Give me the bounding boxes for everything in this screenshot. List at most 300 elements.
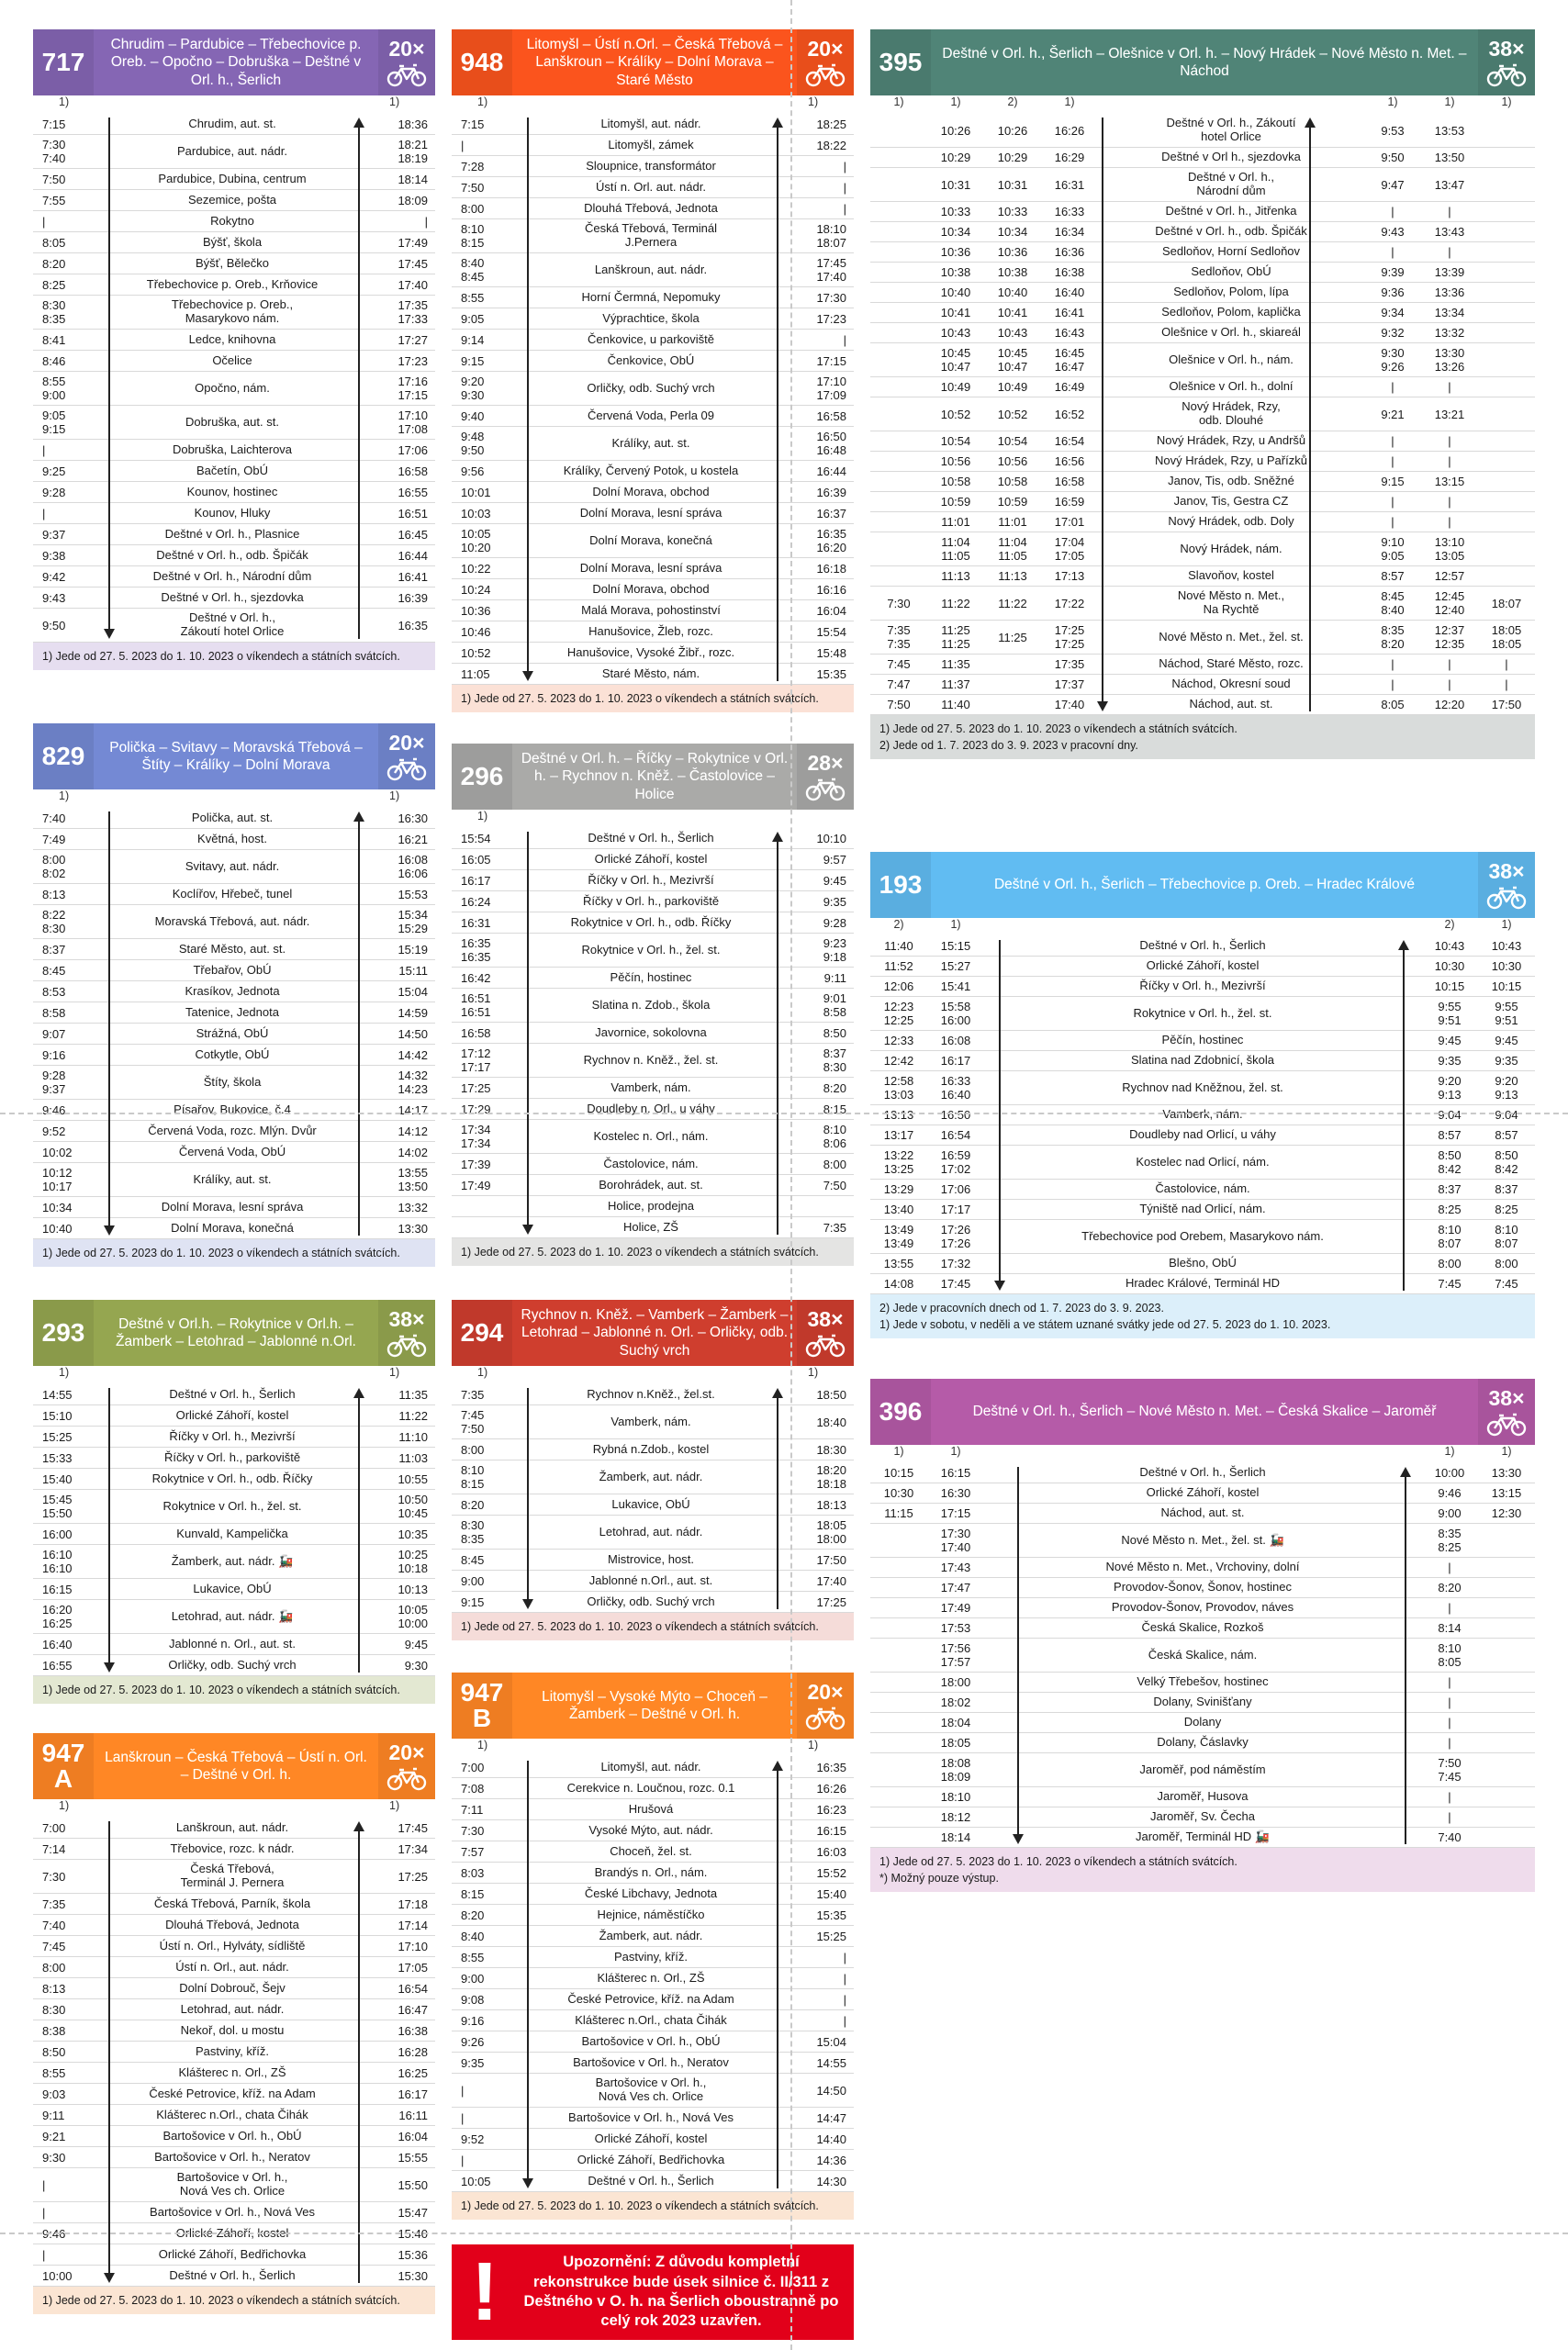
departure-time-outbound: 10:15 (883, 1466, 914, 1480)
stop-name: Janov, Tis, odb. Sněžné (1168, 474, 1294, 488)
departure-time-return: | (1391, 205, 1394, 218)
stop-row (452, 1550, 854, 1571)
stop-row (33, 274, 435, 296)
departure-time-outbound: 16:05 (461, 852, 491, 867)
stop-name: Orlické Záhoří, kostel (1146, 958, 1260, 973)
bicycle-icon (386, 1767, 427, 1791)
departure-time-return: 16:25 (398, 2065, 428, 2080)
departure-time-outbound: 18:08 18:09 (940, 1756, 971, 1784)
note-marker-right: 1) (808, 1366, 819, 1379)
departure-time-outbound: 16:52 (1054, 407, 1085, 421)
timetable-293 (33, 1300, 435, 1704)
departure-time-outbound: 16:40 (42, 1637, 73, 1651)
stop-name: Rychnov n. Kněž., žel. st. (583, 1052, 719, 1067)
stop-name: Dolany (1183, 1715, 1222, 1729)
stop-name: Chrudim, aut. st. (188, 116, 276, 130)
stop-row (870, 1504, 1535, 1524)
note-marker-left: 1) (477, 95, 488, 108)
departure-time-return: 8:35 8:20 (1381, 623, 1405, 651)
stop-row (452, 1757, 854, 1778)
departure-time-return: 13:36 (1434, 285, 1465, 299)
departure-time-outbound: 9:28 9:37 (42, 1069, 66, 1096)
stop-row (33, 1197, 435, 1218)
stop-name: Deštné v Orl. h., Plasnice (164, 526, 300, 541)
departure-time-outbound: 9:20 9:30 (461, 375, 485, 402)
stop-row (452, 406, 854, 427)
stop-name: Letohrad, aut. nádr. (180, 2001, 285, 2016)
stop-row (452, 1099, 854, 1120)
departure-time-outbound: 7:45 7:50 (461, 1408, 485, 1436)
departure-time-outbound: 7:57 (461, 1844, 485, 1859)
departure-time-outbound: 8:46 (42, 353, 66, 368)
stop-row (870, 621, 1535, 655)
stop-name: Štíty, škola (203, 1074, 262, 1089)
stop-list (33, 1384, 435, 1676)
departure-time-outbound: 7:35 (461, 1387, 485, 1402)
fold-line-horizontal (0, 1113, 1568, 1114)
stop-row (870, 675, 1535, 695)
departure-time-outbound: 10:43 (940, 326, 971, 340)
route-description: Rychnov n. Kněž. – Vamberk – Žamberk – Letohrad – Jablonné n. Orl. – Orličky, odb. Suchý vrch (512, 1300, 797, 1366)
timetable-947b (452, 1673, 854, 2220)
departure-time-outbound: 15:41 (940, 979, 971, 993)
stop-row (870, 936, 1535, 957)
note-marker: 1) (950, 1445, 961, 1458)
stop-name: Lukavice, ObÚ (611, 1496, 690, 1511)
departure-time-outbound: 9:46 (42, 2226, 66, 2241)
departure-time-outbound: 16:50 (940, 1108, 971, 1122)
departure-time-return: 8:50 8:42 (1438, 1148, 1462, 1176)
departure-time-outbound: 17:22 (1054, 596, 1085, 610)
departure-time-return: 14:32 14:23 (398, 1069, 428, 1096)
stop-name: Sloupnice, transformátor (586, 158, 716, 173)
departure-time-outbound: 13:49 13:49 (883, 1223, 914, 1250)
departure-time-return: 9:20 9:13 (1438, 1074, 1462, 1102)
stop-row (452, 1516, 854, 1550)
arrow-up-icon (353, 118, 364, 128)
departure-time-outbound: 16:10 16:10 (42, 1548, 73, 1575)
stop-name: Deštné v Orl h., sjezdovka (1161, 150, 1301, 164)
bike-count: 38× (1488, 1385, 1525, 1410)
departure-time-outbound: 16:55 (42, 1658, 73, 1673)
departure-time-outbound: 17:53 (940, 1621, 971, 1635)
stop-name: Borohrádek, aut. st. (599, 1177, 703, 1192)
departure-time-return: 8:10 8:06 (823, 1123, 846, 1150)
footnote-line: *) Možný pouze výstup. (879, 1872, 999, 1886)
departure-time-return: 18:09 (398, 193, 428, 207)
stop-name: České Libchavy, Jednota (584, 1886, 718, 1900)
departure-time-return: 15:35 (816, 666, 846, 681)
stop-row (870, 695, 1535, 715)
stop-name: Provodov-Šonov, Šonov, hostinec (1114, 1580, 1292, 1595)
departure-time-outbound: 7:30 (42, 1869, 66, 1884)
footnote: 1) Jede od 27. 5. 2023 do 1. 10. 2023 o víkendech a státních svátcích. (452, 685, 854, 712)
stop-name: Hradec Králové, Terminál HD (1125, 1276, 1281, 1291)
departure-time-return: | (1391, 380, 1394, 394)
departure-time-return: 16:50 16:48 (816, 430, 846, 457)
stop-row (452, 1405, 854, 1439)
stop-row (33, 1818, 435, 1839)
departure-time-return: 17:15 (816, 353, 846, 368)
departure-time-outbound: 8:30 (42, 2002, 66, 2017)
stop-row (870, 431, 1535, 452)
departure-time-return: 16:47 (398, 2002, 428, 2017)
departure-time-return: 14:12 (398, 1124, 428, 1138)
departure-time-outbound: 8:55 (461, 290, 485, 305)
departure-time-outbound: 9:40 (461, 408, 485, 423)
stop-name: Holice, ZŠ (623, 1219, 678, 1234)
timetable-header (452, 1300, 854, 1366)
departure-time-outbound: 12:58 13:03 (883, 1074, 914, 1102)
stop-name: Orlické Záhoří, kostel (1146, 1485, 1260, 1500)
departure-time-outbound: 16:54 (1054, 434, 1085, 448)
departure-time-outbound: 16:58 (461, 1025, 491, 1040)
departure-time-outbound: 11:15 (884, 1506, 913, 1520)
stop-name: Cotkytle, ObÚ (195, 1046, 270, 1061)
departure-time-return: 16:30 (398, 811, 428, 825)
route-number: 193 (870, 852, 931, 918)
departure-time-return: | (1505, 657, 1508, 671)
stop-name: Klášterec n. Orl., ZŠ (597, 1970, 705, 1985)
timetable-header (33, 1300, 435, 1366)
stop-name: Býšť, škola (202, 234, 263, 249)
stop-name: Výprachtice, škola (602, 310, 700, 325)
departure-time-return: 14:50 (398, 1026, 428, 1041)
stop-row (452, 643, 854, 664)
departure-time-outbound: 8:55 (461, 1950, 485, 1964)
stop-row (33, 296, 435, 330)
departure-time-outbound: 15:25 (42, 1429, 73, 1444)
stop-row (870, 1787, 1535, 1807)
bike-count: 28× (807, 750, 844, 775)
stop-row (33, 2105, 435, 2126)
departure-time-return: 14:17 (398, 1102, 428, 1117)
stop-name: Dolany, Čáslavky (1157, 1735, 1249, 1750)
departure-time-return: 16:39 (398, 590, 428, 605)
stop-name: Bartošovice v Orl. h., Neratov (573, 2054, 729, 2069)
bike-count: 38× (807, 1306, 844, 1331)
departure-time-return: | (1448, 380, 1451, 394)
stop-row (870, 222, 1535, 242)
stop-name: Sedloňov, ObÚ (1191, 264, 1271, 279)
departure-time-outbound: 10:52 (940, 407, 971, 421)
stop-row (452, 1841, 854, 1863)
departure-time-return: 13:43 (1434, 225, 1465, 239)
stop-name: Nové Město n. Met., žel. st. (1159, 629, 1304, 643)
stop-row (33, 1545, 435, 1579)
stop-name: Bačetín, ObÚ (196, 463, 269, 477)
stop-name: Litomyšl, aut. nádr. (600, 1759, 701, 1774)
departure-time-outbound: 10:43 (997, 326, 1028, 340)
stop-row (870, 1753, 1535, 1787)
bike-capacity (378, 1300, 435, 1366)
departure-time-return: | (1391, 677, 1394, 691)
departure-time-return: 8:57 (1438, 1128, 1462, 1142)
departure-time-return: 9:45 (404, 1637, 428, 1651)
departure-time-return: 9:39 (1381, 265, 1405, 279)
departure-time-return: | (1448, 657, 1451, 671)
stop-name: Velký Třebešov, hostinec (1137, 1674, 1269, 1689)
departure-time-return: 9:50 (1381, 151, 1405, 164)
stop-name: Jaroměř, Sv. Čecha (1150, 1809, 1255, 1824)
stop-name: Jaroměř, pod náměstím (1139, 1762, 1266, 1776)
stop-row (33, 1142, 435, 1163)
departure-time-outbound: 9:07 (42, 1026, 66, 1041)
departure-time-return: 9:04 (1438, 1108, 1462, 1122)
arrow-down-icon (104, 1662, 115, 1673)
stop-name: Očelice (212, 352, 252, 367)
departure-time-return: | (1448, 1561, 1451, 1574)
stop-name: Orlické Záhoří, Bedřichovka (577, 2152, 725, 2166)
stop-row (870, 1807, 1535, 1828)
departure-time-outbound: 16:20 16:25 (42, 1603, 73, 1630)
stop-name: Jablonné n. Orl., aut. st. (168, 1636, 297, 1651)
stop-row (33, 939, 435, 960)
note-marker-right: 1) (389, 789, 400, 802)
departure-time-return: 7:40 (1438, 1830, 1462, 1844)
stop-row (452, 2171, 854, 2192)
stop-name: Dolní Morava, obchod (592, 581, 710, 596)
stop-name: Orlické Záhoří, kostel (594, 851, 708, 866)
stop-row (870, 1274, 1535, 1294)
departure-time-return: 16:58 (398, 464, 428, 478)
departure-time-outbound: 16:17 (461, 873, 491, 888)
arrow-down-icon (522, 1599, 533, 1609)
departure-time-outbound: 10:38 (940, 265, 971, 279)
stop-list (870, 1463, 1535, 1848)
departure-time-outbound: 13:22 13:25 (883, 1148, 914, 1176)
stop-name: Dolní Morava, obchod (592, 484, 710, 498)
stop-name: Pěčín, hostinec (610, 969, 692, 984)
departure-time-return: 8:10 8:05 (1438, 1641, 1462, 1669)
departure-time-outbound: 9:35 (461, 2055, 485, 2070)
departure-time-return: | (1505, 677, 1508, 691)
departure-time-outbound: 10:36 (940, 245, 971, 259)
departure-time-return: | (1391, 657, 1394, 671)
departure-time-outbound: | (42, 506, 46, 520)
arrow-line-up (1405, 1476, 1406, 1844)
departure-time-outbound: 7:55 (42, 193, 66, 207)
stop-name: Červená Voda, Perla 09 (587, 408, 715, 422)
stop-name: Pastviny, kříž. (196, 2043, 269, 2058)
departure-time-outbound: 7:28 (461, 159, 485, 173)
stop-row (33, 1469, 435, 1490)
note-marker: 1) (950, 95, 961, 108)
departure-time-outbound: 7:14 (42, 1841, 66, 1856)
note-marker-left: 1) (477, 810, 488, 822)
departure-time-outbound: 16:41 (1054, 306, 1085, 319)
departure-time-return: 9:30 (404, 1658, 428, 1673)
stop-name: Králíky, Červený Potok, u kostela (563, 463, 739, 477)
departure-time-return: | (1448, 434, 1451, 448)
stop-row (870, 1200, 1535, 1220)
departure-time-outbound: 17:12 17:17 (461, 1046, 491, 1074)
departure-time-outbound: 17:49 (940, 1601, 971, 1615)
note-marker-left: 1) (59, 95, 70, 108)
departure-time-return: 16:58 (816, 408, 846, 423)
stop-name: Kostelec n. Orl., nám. (593, 1128, 709, 1143)
stop-name: Náchod, aut. st. (1160, 1505, 1245, 1520)
departure-time-outbound: 8:00 8:02 (42, 853, 66, 880)
departure-time-return: | (1448, 454, 1451, 468)
stop-row (33, 1045, 435, 1066)
stop-row (452, 600, 854, 621)
departure-time-outbound: 9:52 (461, 2132, 485, 2146)
departure-time-return: | (843, 332, 846, 347)
departure-time-return: 16:35 (816, 1760, 846, 1774)
departure-time-outbound: 9:52 (42, 1124, 66, 1138)
departure-time-outbound: 8:15 (461, 1886, 485, 1901)
stop-row (33, 114, 435, 135)
route-number: 829 (33, 723, 94, 789)
bicycle-icon (386, 757, 427, 781)
departure-time-return: 16:26 (816, 1781, 846, 1796)
departure-time-outbound: 16:45 16:47 (1054, 346, 1085, 374)
departure-time-outbound: 16:24 (461, 894, 491, 909)
note-marker-left: 1) (59, 789, 70, 802)
stop-row (452, 351, 854, 372)
stop-name: Říčky v Orl. h., parkoviště (582, 893, 720, 908)
arrow-up-icon (772, 832, 783, 842)
bike-capacity (797, 744, 854, 810)
departure-time-outbound: 17:47 (940, 1581, 971, 1595)
stop-name: Klášterec n.Orl., chata Čihák (575, 2012, 727, 2027)
arrow-line-up (358, 127, 360, 639)
departure-time-return: 13:30 13:26 (1434, 346, 1465, 374)
departure-time-outbound: 10:59 (997, 495, 1028, 509)
stop-name: Javornice, sokolovna (595, 1024, 707, 1039)
arrow-line-down (1102, 118, 1103, 702)
stop-name: Bartošovice v Orl. h., Nová Ves ch. Orlice (176, 2170, 288, 2198)
stop-name: Nekoř, dol. u mostu (180, 2022, 285, 2037)
stop-row (870, 512, 1535, 532)
departure-time-outbound: | (42, 214, 46, 229)
note-marker-right: 1) (389, 1366, 400, 1379)
departure-time-return: 13:21 (1434, 407, 1465, 421)
stop-row (452, 1571, 854, 1592)
stop-row (452, 1078, 854, 1099)
bike-count: 38× (388, 1306, 425, 1331)
stop-row (452, 968, 854, 989)
stop-name: Dolní Morava, lesní správa (161, 1199, 304, 1214)
departure-time-return: 13:32 (1434, 326, 1465, 340)
departure-time-outbound: 12:42 (883, 1054, 914, 1068)
departure-time-outbound: 16:33 (1054, 205, 1085, 218)
footnote-line: 1) Jede v sobotu, v neděli a ve státem uznané svátky jede od 27. 5. 2023 do 1. 10. 2023. (879, 1318, 1331, 1332)
departure-time-return: 16:11 (398, 2108, 428, 2122)
stop-list (452, 114, 854, 685)
departure-time-outbound: 14:55 (42, 1387, 73, 1402)
departure-time-outbound: 8:40 (461, 1929, 485, 1943)
stop-list (870, 936, 1535, 1294)
stop-name: Ústí n. Orl., aut. nádr. (175, 1959, 289, 1974)
stop-row (33, 850, 435, 884)
stop-name: Ústí n. Orl. aut. nádr. (596, 179, 706, 194)
timetable-header (452, 1673, 854, 1739)
departure-time-outbound: 8:10 8:15 (461, 222, 485, 250)
departure-time-return: 15:35 (816, 1908, 846, 1922)
departure-time-outbound: 11:04 11:05 (998, 535, 1027, 563)
departure-time-return: 8:05 (1381, 698, 1405, 711)
departure-time-outbound: 9:43 (42, 590, 66, 605)
timetable-header (452, 29, 854, 95)
arrow-down-icon (1013, 1834, 1024, 1844)
stop-name: Vamberk, nám. (1162, 1107, 1243, 1122)
stop-name: Dolní Morava, konečná (171, 1220, 294, 1235)
departure-time-outbound: 11:52 (884, 959, 913, 973)
bicycle-icon (805, 1707, 846, 1730)
stop-name: Rokytnice v Orl. h., žel. st. (162, 1498, 302, 1513)
departure-time-return: 13:32 (398, 1200, 428, 1214)
stop-name: Koclířov, Hřebeč, tunel (172, 886, 293, 901)
departure-time-return: 12:45 12:40 (1434, 589, 1465, 617)
departure-time-return: 11:03 (398, 1450, 428, 1465)
departure-time-return: 16:55 (398, 485, 428, 499)
stop-row (452, 2053, 854, 2074)
departure-time-outbound: 17:25 17:25 (1054, 623, 1085, 651)
stop-row (452, 135, 854, 156)
departure-time-return: 16:04 (816, 603, 846, 618)
departure-time-outbound: 16:17 (940, 1054, 971, 1068)
stop-row (33, 2147, 435, 2168)
stop-name: Říčky v Orl. h., parkoviště (163, 1449, 301, 1464)
departure-time-return: 10:55 (398, 1472, 428, 1486)
stop-row (870, 1673, 1535, 1693)
departure-time-outbound: 11:05 (461, 666, 490, 681)
departure-time-return: 11:22 (398, 1408, 428, 1423)
stop-row (452, 891, 854, 912)
stop-name: Letohrad, aut. nádr. (599, 1524, 703, 1539)
departure-time-outbound: 18:05 (940, 1736, 971, 1750)
departure-time-return: 17:18 (398, 1897, 428, 1911)
footnote-markers (33, 789, 435, 808)
stop-name: Česká Skalice, nám. (1148, 1647, 1258, 1662)
stop-row (870, 1220, 1535, 1254)
departure-time-return: 14:55 (816, 2055, 846, 2070)
stop-row (452, 2031, 854, 2053)
stop-name: Býšť, Bělečko (195, 255, 270, 270)
departure-time-outbound: 7:30 (461, 1823, 485, 1838)
departure-time-outbound: 17:04 17:05 (1054, 535, 1085, 563)
stop-row (33, 1839, 435, 1860)
stop-name: Rybná n.Zdob., kostel (592, 1441, 710, 1456)
stop-row (452, 2150, 854, 2171)
departure-time-outbound: 10:56 (940, 454, 971, 468)
stop-name: Lukavice, ObÚ (193, 1581, 272, 1595)
stop-row (33, 1999, 435, 2020)
stop-row (870, 587, 1535, 621)
departure-time-return: 17:05 (398, 1960, 428, 1975)
departure-time-outbound: 9:03 (42, 2087, 66, 2101)
departure-time-outbound: 11:40 (884, 939, 913, 953)
departure-time-return: 15:11 (398, 963, 428, 978)
stop-row (452, 1196, 854, 1217)
departure-time-outbound: 10:58 (997, 475, 1028, 488)
departure-time-return: 8:15 (823, 1102, 846, 1116)
departure-time-outbound: 10:45 10:47 (940, 346, 971, 374)
departure-time-outbound: 15:10 (42, 1408, 73, 1423)
departure-time-return: | (1448, 1675, 1451, 1689)
bike-count: 20× (807, 1679, 844, 1704)
departure-time-outbound: 10:59 (940, 495, 971, 509)
departure-time-return: 16:17 (398, 2087, 428, 2101)
departure-time-return: | (843, 1950, 846, 1964)
stop-row (33, 829, 435, 850)
stop-row (33, 566, 435, 588)
stop-row (33, 2126, 435, 2147)
stop-row (870, 1524, 1535, 1558)
stop-row (33, 1405, 435, 1427)
